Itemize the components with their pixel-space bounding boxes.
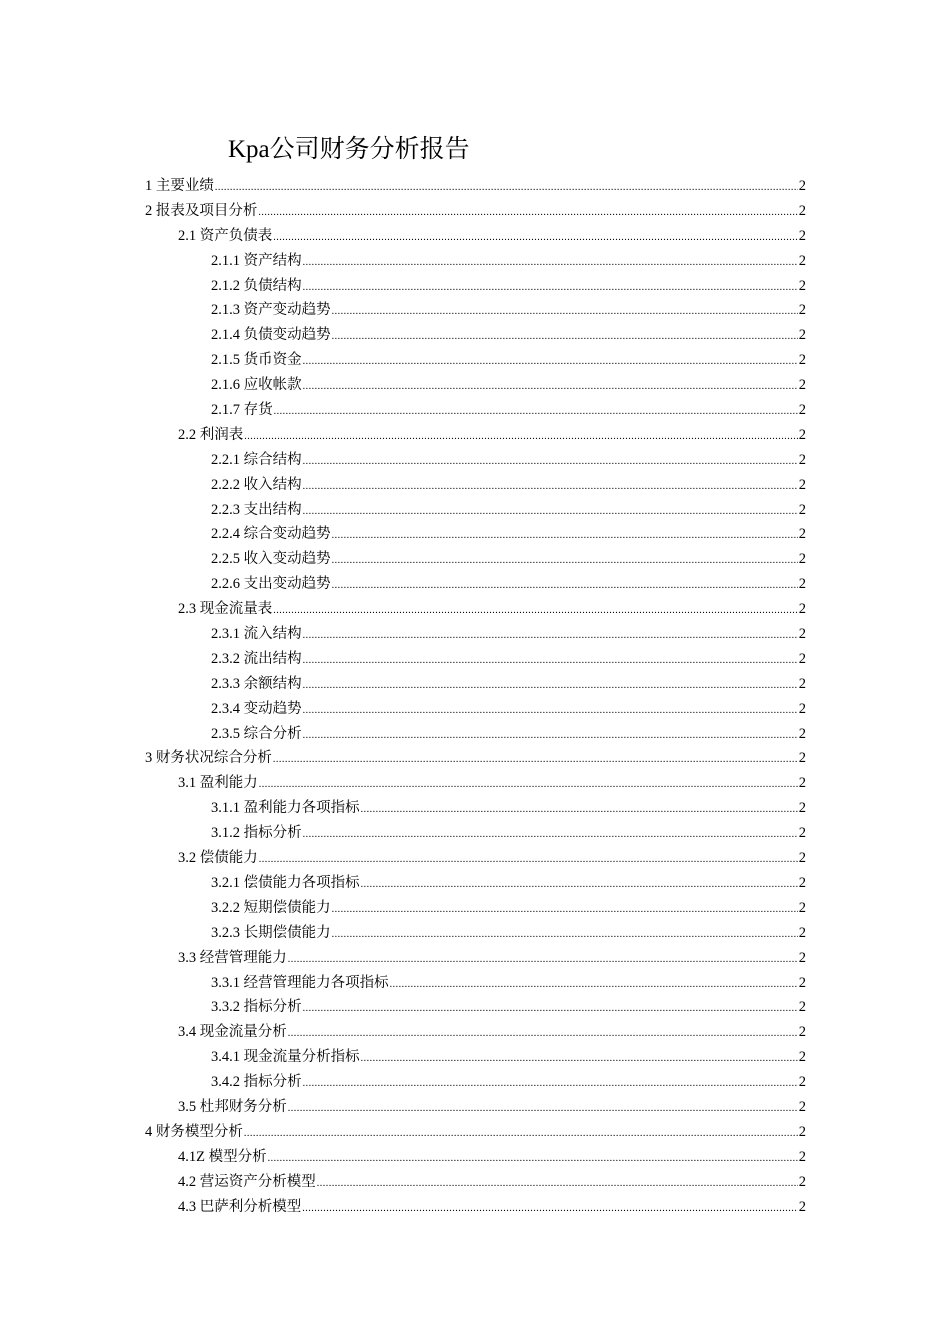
toc-page-number: 2 xyxy=(798,451,806,468)
toc-page-number: 2 xyxy=(798,1024,806,1041)
toc-entry[interactable] xyxy=(145,971,806,996)
toc-entry-text: 2 报表及项目分析 xyxy=(145,202,258,219)
toc-entry-text: 2.1.2 负债结构 xyxy=(211,277,302,294)
toc-dot-leader xyxy=(215,176,798,201)
toc-page-number: 2 xyxy=(798,1098,806,1115)
toc-dot-leader xyxy=(303,1072,798,1097)
toc-entry[interactable] xyxy=(145,1095,806,1120)
toc-dot-leader xyxy=(332,898,798,923)
toc-entry-text: 3.1.1 盈利能力各项指标 xyxy=(211,800,360,817)
toc-dot-leader xyxy=(259,848,798,873)
toc-entry-text: 3.4.1 现金流量分析指标 xyxy=(211,1049,360,1066)
toc-page-number: 2 xyxy=(798,775,806,792)
toc-page-number: 2 xyxy=(798,1074,806,1091)
toc-page-number: 2 xyxy=(798,302,806,319)
toc-dot-leader xyxy=(288,1097,798,1122)
toc-page-number: 2 xyxy=(798,1198,806,1215)
toc-entry[interactable] xyxy=(145,1020,806,1045)
toc-entry[interactable] xyxy=(145,547,806,572)
toc-entry-text: 3.4 现金流量分析 xyxy=(178,1024,287,1041)
toc-dot-leader xyxy=(303,823,798,848)
toc-page-number: 2 xyxy=(798,825,806,842)
toc-entry-text: 3.3.2 指标分析 xyxy=(211,999,302,1016)
toc-entry[interactable] xyxy=(145,1145,806,1170)
toc-entry[interactable] xyxy=(145,722,806,747)
toc-dot-leader xyxy=(303,674,798,699)
toc-dot-leader xyxy=(361,798,798,823)
toc-entry-text: 2.1.1 资产结构 xyxy=(211,252,302,269)
toc-dot-leader xyxy=(303,724,798,749)
toc-entry[interactable] xyxy=(145,249,806,274)
toc-page-number: 2 xyxy=(798,725,806,742)
toc-entry[interactable] xyxy=(145,398,806,423)
toc-page-number: 2 xyxy=(798,675,806,692)
toc-entry-text: 2.2.2 收入结构 xyxy=(211,476,302,493)
toc-entry-text: 2.3.5 综合分析 xyxy=(211,725,302,742)
toc-page-number: 2 xyxy=(798,327,806,344)
toc-entry[interactable] xyxy=(145,622,806,647)
toc-entry[interactable] xyxy=(145,597,806,622)
toc-entry[interactable] xyxy=(145,1120,806,1145)
toc-entry[interactable] xyxy=(145,199,806,224)
toc-entry[interactable] xyxy=(145,174,806,199)
toc-entry-text: 3.2.2 短期偿债能力 xyxy=(211,899,331,916)
toc-page-number: 2 xyxy=(798,1173,806,1190)
toc-page-number: 2 xyxy=(798,501,806,518)
toc-dot-leader xyxy=(303,251,798,276)
toc-entry[interactable] xyxy=(145,995,806,1020)
toc-entry[interactable] xyxy=(145,498,806,523)
toc-entry-text: 2.1.5 货币资金 xyxy=(211,352,302,369)
toc-page-number: 2 xyxy=(798,252,806,269)
toc-page-number: 2 xyxy=(798,626,806,643)
toc-entry-text: 2.2.3 支出结构 xyxy=(211,501,302,518)
document-title: Kpa公司财务分析报告 xyxy=(228,136,470,163)
toc-page-number: 2 xyxy=(798,700,806,717)
toc-entry-text: 4 财务模型分析 xyxy=(145,1123,243,1140)
toc-entry[interactable] xyxy=(145,647,806,672)
toc-page-number: 2 xyxy=(798,526,806,543)
toc-page-number: 2 xyxy=(798,402,806,419)
toc-dot-leader xyxy=(302,1197,798,1222)
toc-page-number: 2 xyxy=(798,924,806,941)
toc-entry-text: 3.3.1 经营管理能力各项指标 xyxy=(211,974,389,991)
toc-entry-text: 2.3 现金流量表 xyxy=(178,601,273,618)
toc-entry-text: 2.1 资产负债表 xyxy=(178,227,273,244)
toc-page-number: 2 xyxy=(798,426,806,443)
toc-page-number: 2 xyxy=(798,999,806,1016)
toc-entry-text: 3.2.3 长期偿债能力 xyxy=(211,924,331,941)
toc-dot-leader xyxy=(274,400,798,425)
toc-entry-text: 2.1.7 存货 xyxy=(211,402,273,419)
toc-entry-text: 2.2 利润表 xyxy=(178,426,244,443)
toc-entry-text: 4.1Z 模型分析 xyxy=(178,1148,267,1165)
toc-page-number: 2 xyxy=(798,377,806,394)
toc-page-number: 2 xyxy=(798,1123,806,1140)
toc-entry[interactable] xyxy=(145,323,806,348)
toc-entry-text: 1 主要业绩 xyxy=(145,178,214,194)
toc-entry-text: 2.2.1 综合结构 xyxy=(211,451,302,468)
toc-dot-leader xyxy=(303,699,798,724)
toc-entry-text: 3.1 盈利能力 xyxy=(178,775,258,792)
toc-entry[interactable] xyxy=(145,846,806,871)
toc-dot-leader xyxy=(303,500,798,525)
toc-dot-leader xyxy=(244,1122,798,1147)
toc-dot-leader xyxy=(332,549,798,574)
toc-dot-leader xyxy=(303,624,798,649)
toc-entry-text: 2.1.6 应收帐款 xyxy=(211,377,302,394)
toc-entry[interactable] xyxy=(145,746,806,771)
toc-dot-leader xyxy=(259,773,798,798)
toc-entry-text: 2.2.6 支出变动趋势 xyxy=(211,576,331,593)
toc-entry[interactable] xyxy=(145,224,806,249)
toc-entry[interactable] xyxy=(145,448,806,473)
toc-dot-leader xyxy=(273,226,798,251)
toc-page-number: 2 xyxy=(798,750,806,767)
toc-entry[interactable] xyxy=(145,821,806,846)
toc-entry-text: 3.2 偿债能力 xyxy=(178,850,258,867)
toc-dot-leader xyxy=(332,300,798,325)
toc-dot-leader xyxy=(361,1047,798,1072)
toc-page-number: 2 xyxy=(798,850,806,867)
toc-page-number: 2 xyxy=(798,899,806,916)
toc-dot-leader xyxy=(303,375,798,400)
toc-entry-text: 2.1.4 负债变动趋势 xyxy=(211,327,331,344)
toc-dot-leader xyxy=(268,1147,798,1172)
toc-dot-leader xyxy=(361,873,798,898)
toc-dot-leader xyxy=(273,599,798,624)
toc-entry[interactable] xyxy=(145,572,806,597)
toc-page-number: 2 xyxy=(798,601,806,618)
toc-entry[interactable] xyxy=(145,697,806,722)
toc-dot-leader xyxy=(332,574,798,599)
toc-dot-leader xyxy=(317,1172,798,1197)
toc-entry[interactable] xyxy=(145,274,806,299)
toc-page-number: 2 xyxy=(798,551,806,568)
toc-entry[interactable] xyxy=(145,373,806,398)
toc-entry[interactable] xyxy=(145,1045,806,1070)
toc-entry[interactable] xyxy=(145,896,806,921)
toc-entry[interactable] xyxy=(145,921,806,946)
toc-page-number: 2 xyxy=(798,202,806,219)
toc-dot-leader xyxy=(303,997,798,1022)
toc-dot-leader xyxy=(273,748,798,773)
toc-dot-leader xyxy=(332,524,798,549)
toc-page-number: 2 xyxy=(798,476,806,493)
toc-dot-leader xyxy=(288,1022,798,1047)
toc-entry[interactable] xyxy=(145,298,806,323)
toc-entry[interactable] xyxy=(145,348,806,373)
toc-dot-leader xyxy=(303,649,798,674)
toc-page-number: 2 xyxy=(798,352,806,369)
toc-dot-leader xyxy=(332,923,798,948)
toc-page-number: 2 xyxy=(798,576,806,593)
toc-page-number: 2 xyxy=(798,874,806,891)
toc-entry-text: 2.3.3 余额结构 xyxy=(211,675,302,692)
toc-entry-text: 4.2 营运资产分析模型 xyxy=(178,1173,316,1190)
toc-dot-leader xyxy=(258,201,797,226)
toc-entry[interactable] xyxy=(145,946,806,971)
toc-entry-text: 2.3.4 变动趋势 xyxy=(211,700,302,717)
toc-page-number: 2 xyxy=(798,277,806,294)
toc-entry[interactable] xyxy=(145,771,806,796)
toc-entry-text: 3.2.1 偿债能力各项指标 xyxy=(211,874,360,891)
table-of-contents xyxy=(145,174,806,1219)
toc-page-number: 2 xyxy=(798,1049,806,1066)
toc-dot-leader xyxy=(303,350,798,375)
toc-entry[interactable] xyxy=(145,423,806,448)
toc-entry-text: 2.3.1 流入结构 xyxy=(211,626,302,643)
toc-entry-text: 3.5 杜邦财务分析 xyxy=(178,1098,287,1115)
toc-dot-leader xyxy=(303,450,798,475)
toc-entry-text: 3.4.2 指标分析 xyxy=(211,1074,302,1091)
toc-entry[interactable] xyxy=(145,1070,806,1095)
toc-entry[interactable] xyxy=(145,871,806,896)
toc-entry-text: 2.2.4 综合变动趋势 xyxy=(211,526,331,543)
toc-entry-text: 3 财务状况综合分析 xyxy=(145,750,272,767)
toc-page-number: 2 xyxy=(798,974,806,991)
toc-page-number: 2 xyxy=(798,227,806,244)
toc-entry-text: 2.2.5 收入变动趋势 xyxy=(211,551,331,568)
toc-dot-leader xyxy=(303,475,798,500)
toc-dot-leader xyxy=(288,948,798,973)
toc-page-number: 2 xyxy=(798,650,806,667)
toc-dot-leader xyxy=(303,276,798,301)
toc-page-number: 2 xyxy=(798,800,806,817)
toc-entry-text: 3.1.2 指标分析 xyxy=(211,825,302,842)
toc-entry[interactable] xyxy=(145,672,806,697)
toc-page-number: 2 xyxy=(798,178,806,194)
toc-dot-leader xyxy=(244,425,798,450)
toc-entry[interactable] xyxy=(145,522,806,547)
toc-entry-text: 4.3 巴萨利分析模型 xyxy=(178,1198,302,1215)
toc-entry[interactable] xyxy=(145,796,806,821)
toc-entry[interactable] xyxy=(145,1195,806,1220)
toc-entry-text: 2.3.2 流出结构 xyxy=(211,650,302,667)
toc-page-number: 2 xyxy=(798,1148,806,1165)
toc-page-number: 2 xyxy=(798,949,806,966)
toc-entry-text: 3.3 经营管理能力 xyxy=(178,949,287,966)
toc-dot-leader xyxy=(390,973,798,998)
toc-entry[interactable] xyxy=(145,1170,806,1195)
toc-entry-text: 2.1.3 资产变动趋势 xyxy=(211,302,331,319)
toc-entry[interactable] xyxy=(145,473,806,498)
toc-dot-leader xyxy=(332,325,798,350)
